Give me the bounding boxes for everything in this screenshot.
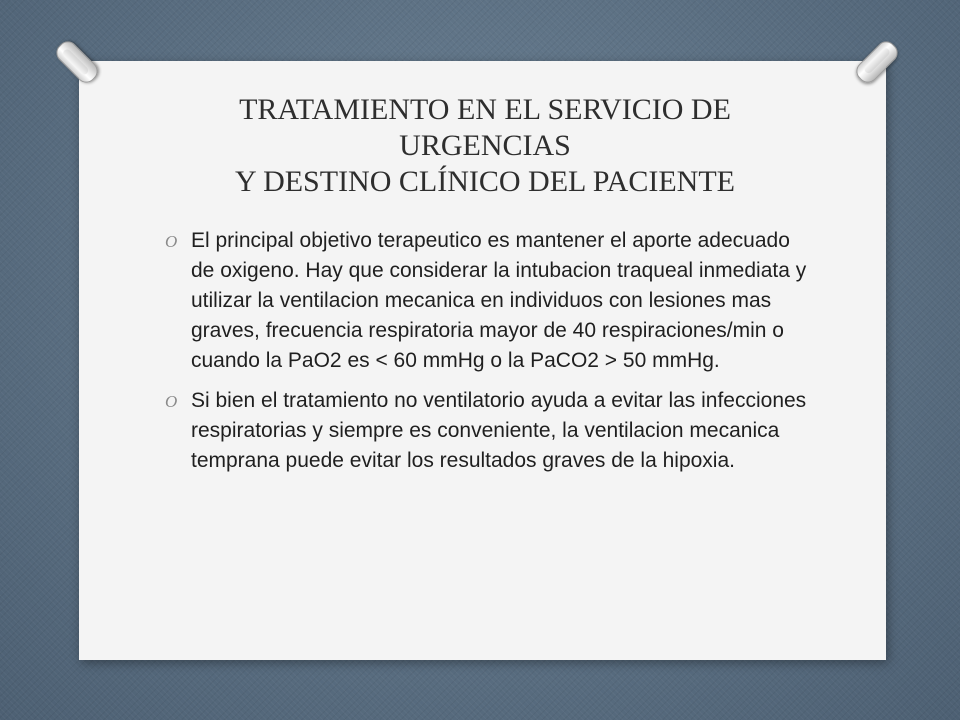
bullet-list	[163, 226, 813, 486]
title-line-3: Y DESTINO CLÍNICO DEL PACIENTE	[235, 165, 735, 198]
title-line-1: TRATAMIENTO EN EL SERVICIO DE	[239, 93, 731, 126]
bullet-marker-icon: O	[165, 232, 178, 251]
bullet-text-2: Si bien el tratamiento no ventilatorio ayuda a evitar las infecciones respiratorias y siempre es conveniente, la ventilacion mecanica temprana puede evitar los resultados graves de la hipoxia.	[191, 389, 807, 472]
bullet-marker-icon: O	[165, 392, 178, 411]
slide-title	[100, 92, 870, 200]
bullet-item-1	[163, 226, 813, 376]
bullet-item-2	[163, 386, 813, 476]
title-line-2: URGENCIAS	[399, 129, 571, 162]
bullet-text-1: El principal objetivo terapeutico es mantener el aporte adecuado de oxigeno. Hay que considerar la intubacion traqueal inmediata y utilizar la ventilacion mecanica en individuos con lesiones mas graves, frecuencia respiratoria mayor de 40 respiraciones/min o cuando la PaO2 es < 60 mmHg o la PaCO2 > 50 mmHg.	[191, 229, 807, 372]
